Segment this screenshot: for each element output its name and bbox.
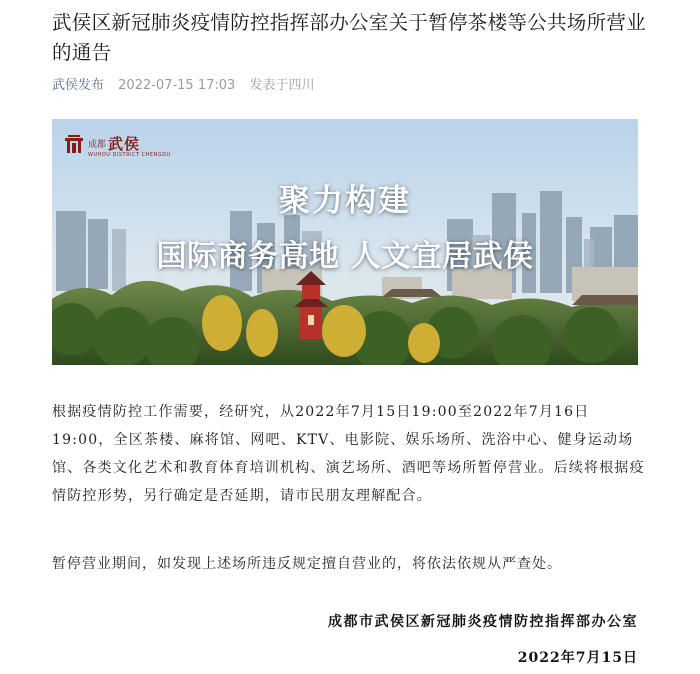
logo-mark-icon xyxy=(64,134,84,154)
banner-image xyxy=(52,119,638,365)
wuhou-logo xyxy=(64,133,171,158)
logo-name: 武侯 xyxy=(108,135,141,153)
banner-slogan-line1: 聚力构建 xyxy=(279,183,411,219)
logo-small-text: 成都 xyxy=(88,140,107,150)
notice-paragraph-2: 暂停营业期间，如发现上述场所违反规定擅自营业的，将依法依规从严查处。 xyxy=(52,556,562,572)
notice-date: 2022年7月15日 xyxy=(517,650,638,666)
notice-paragraph-1: 根据疫情防控工作需要，经研究，从2022年7月15日19:00至2022年7月16日19:00，全区茶楼、麻将馆、网吧、KTV、电影院、娱乐场所、洗浴中心、健身运动场馆、各类文化艺术和教育体育培训机构、演艺场所、酒吧等场所暂停营业。后续将根据疫情防控形势，另行确定是否延期，请市民朋友理解配合。 xyxy=(52,404,645,504)
publish-location: 发表于四川 xyxy=(249,78,315,93)
article-title: 武侯区新冠肺炎疫情防控指挥部办公室关于暂停茶楼等公共场所营业的通告 xyxy=(52,11,647,64)
logo-subtitle: WUHOU DISTRICT CHENGDU xyxy=(88,152,171,158)
banner-slogan-line2: 国际商务高地 人文宜居武侯 xyxy=(156,239,534,274)
publish-time: 2022-07-15 17:03 xyxy=(118,78,236,93)
article-meta xyxy=(52,74,314,93)
notice-signer: 成都市武侯区新冠肺炎疫情防控指挥部办公室 xyxy=(328,614,638,630)
author-link[interactable]: 武侯发布 xyxy=(52,78,105,93)
